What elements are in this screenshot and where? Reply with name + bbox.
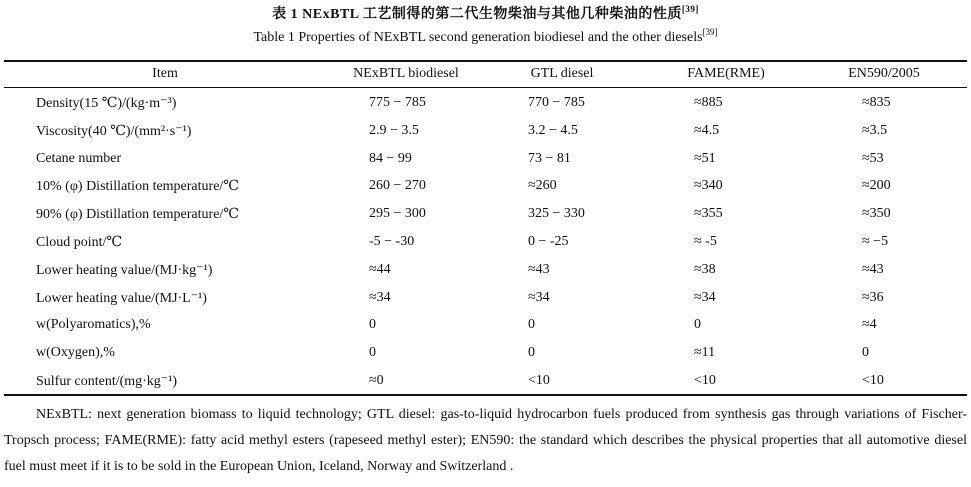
row-label: Cloud point/℃ <box>36 235 123 250</box>
row-value: 3.2 − 4.5 <box>528 122 578 138</box>
row-value: ≈43 <box>528 261 550 277</box>
row-value: 0 − -25 <box>528 234 569 249</box>
table-row <box>0 151 971 171</box>
row-value: 2.9 − 3.5 <box>369 122 419 138</box>
row-value: ≈53 <box>862 150 884 166</box>
table-row <box>0 206 971 226</box>
row-value: ≈0 <box>369 373 384 388</box>
row-value: ≈34 <box>369 289 391 305</box>
row-value: 0 <box>862 345 869 361</box>
row-label: 90% (φ) Distillation temperature/℃ <box>36 207 239 223</box>
row-value: 775 − 785 <box>369 95 426 110</box>
row-value: 260 − 270 <box>369 178 426 194</box>
row-value: -5 − -30 <box>369 234 415 249</box>
caption-en-reference: [39] <box>702 27 718 37</box>
row-value: <10 <box>528 373 550 388</box>
table-row <box>0 178 971 198</box>
table-caption-chinese <box>0 3 971 23</box>
row-value: ≈34 <box>694 289 716 305</box>
table-caption-english <box>0 27 971 46</box>
row-value: 295 − 300 <box>369 206 426 222</box>
row-value: ≈350 <box>862 206 891 222</box>
table-top-rule <box>4 60 967 62</box>
row-value: 73 − 81 <box>528 150 571 166</box>
row-value: ≈36 <box>862 289 884 305</box>
caption-zh-reference: [39] <box>681 4 699 14</box>
row-value: ≈51 <box>694 150 716 166</box>
header-nexbtl: NExBTL biodiesel <box>353 66 459 81</box>
row-label: w(Oxygen),% <box>36 345 115 361</box>
row-value: ≈43 <box>862 261 884 277</box>
table-header-rule <box>4 87 967 88</box>
row-value: ≈260 <box>528 178 557 194</box>
header-fame: FAME(RME) <box>687 66 765 81</box>
row-value: 0 <box>694 317 701 333</box>
row-value: ≈4.5 <box>694 122 720 138</box>
table-bottom-rule <box>4 394 967 396</box>
row-value: 0 <box>369 345 376 361</box>
row-value: ≈38 <box>694 261 716 277</box>
row-value: ≈4 <box>862 317 877 333</box>
row-value: ≈ -5 <box>694 234 717 249</box>
row-value: 770 − 785 <box>528 95 585 110</box>
table-row <box>0 373 971 393</box>
row-label: Lower heating value/(MJ·kg⁻¹) <box>36 262 213 278</box>
header-gtl: GTL diesel <box>530 66 594 81</box>
row-value: ≈835 <box>862 95 891 110</box>
caption-en-text: Table 1 Properties of NExBTL second generation biodiesel and the other diesels <box>253 30 703 45</box>
table-row <box>0 95 971 115</box>
row-value: ≈44 <box>369 261 391 277</box>
row-value: ≈200 <box>862 178 891 194</box>
row-value: 84 − 99 <box>369 150 412 166</box>
table-footnote: NExBTL: next generation biomass to liquid technology; GTL diesel: gas-to-liquid hydrocarbon fuels produced from synthesis gas through variations of Fischer-Tropsch process; FAME(RME): fatty acid methyl esters (rapeseed methyl ester); EN590: the standard which describes the physical properties that all automotive diesel fuel must meet if it is to be sold in the European Union, Iceland, Norway and Switzerland . <box>4 407 967 474</box>
row-value: 0 <box>369 317 376 333</box>
row-value: ≈885 <box>694 95 723 110</box>
header-item: Item <box>152 66 178 81</box>
row-label: Lower heating value/(MJ·L⁻¹) <box>36 290 207 306</box>
row-value: 325 − 330 <box>528 206 585 222</box>
row-value: 0 <box>528 317 535 333</box>
row-value: ≈ −5 <box>862 234 889 249</box>
table-row <box>0 234 971 254</box>
table-row <box>0 317 971 337</box>
row-label: w(Polyaromatics),% <box>36 317 151 333</box>
row-label: Cetane number <box>36 150 122 166</box>
table-row <box>0 123 971 143</box>
table-row <box>0 345 971 365</box>
row-value: ≈34 <box>528 289 550 305</box>
row-value: ≈355 <box>694 206 723 222</box>
row-label: Sulfur content/(mg·kg⁻¹) <box>36 374 178 389</box>
row-value: <10 <box>862 373 884 388</box>
row-value: <10 <box>694 373 716 388</box>
row-label: 10% (φ) Distillation temperature/℃ <box>36 179 239 195</box>
header-en590: EN590/2005 <box>848 66 920 81</box>
row-label: Viscosity(40 ℃)/(mm²·s⁻¹) <box>36 123 192 139</box>
caption-zh-text: 表 1 NExBTL 工艺制得的第二代生物柴油与其他几种柴油的性质 <box>272 7 682 22</box>
row-value: ≈3.5 <box>862 122 888 138</box>
table-row <box>0 262 971 282</box>
row-value: ≈11 <box>694 345 716 361</box>
row-label: Density(15 ℃)/(kg·m⁻³) <box>36 96 177 111</box>
row-value: 0 <box>528 345 535 361</box>
table-row <box>0 290 971 310</box>
row-value: ≈340 <box>694 178 723 194</box>
